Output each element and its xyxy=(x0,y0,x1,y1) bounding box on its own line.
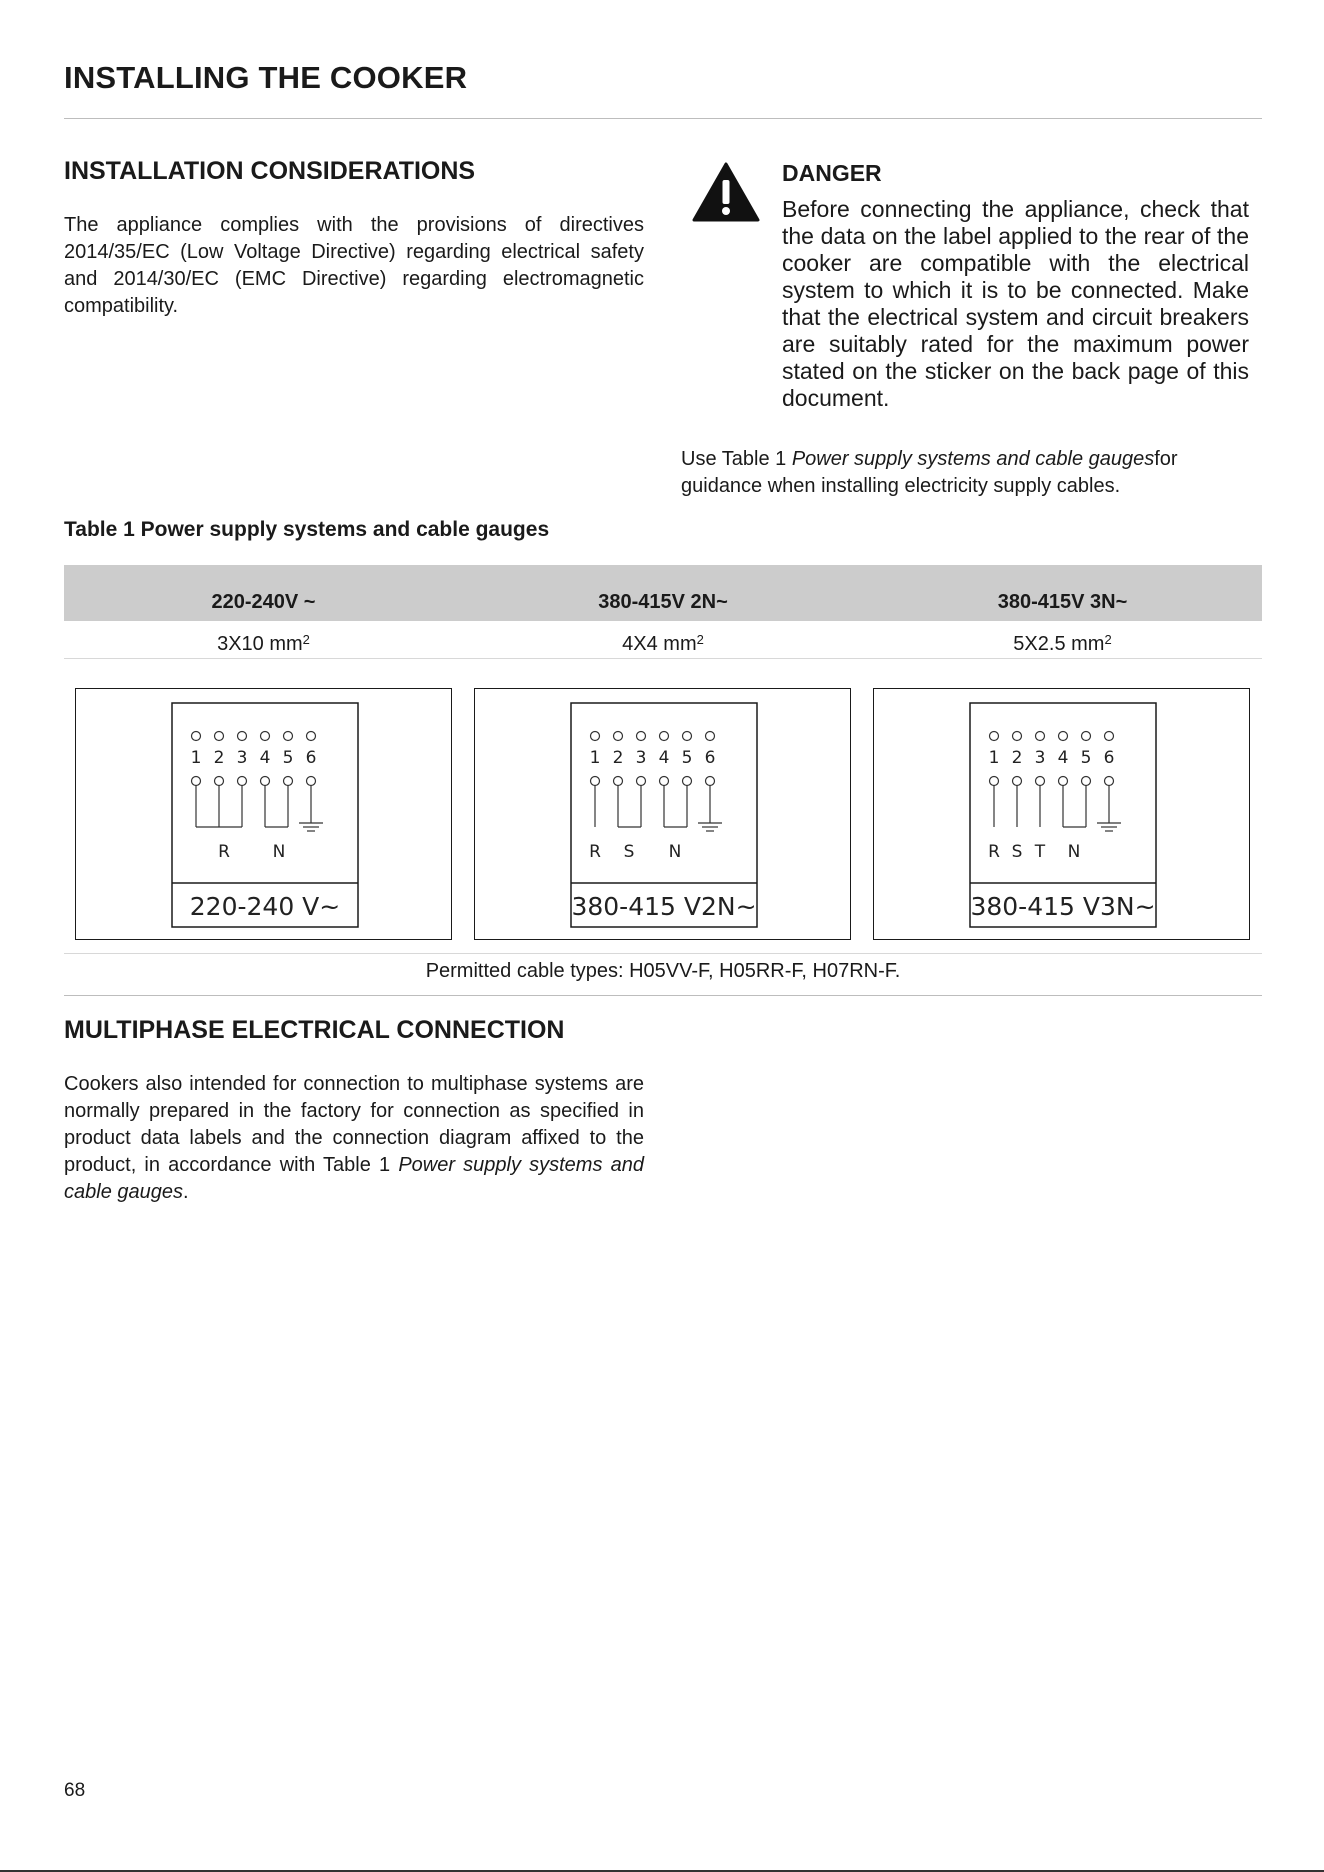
terminal-label: 6 xyxy=(704,748,716,768)
phase-label: N xyxy=(668,842,682,862)
table-header-row xyxy=(64,565,1262,621)
guidance-table-ref: Power supply systems and cable gauges xyxy=(791,448,1155,470)
gauge-cell: 4X4 $mm^2$ xyxy=(622,632,704,655)
phase-label: T xyxy=(1034,842,1046,862)
table-caption: Table 1 Power supply systems and cable gauges xyxy=(64,518,550,541)
diagram-voltage-label: 380-415 V2N~ xyxy=(571,892,757,921)
terminal-label: 5 xyxy=(681,748,693,768)
header-220-240v: 220-240V ~ xyxy=(211,591,316,613)
terminal-label: 2 xyxy=(1011,748,1023,768)
header-380-415v-3n: 380-415V 3N~ xyxy=(997,591,1128,613)
phase-label: S xyxy=(623,842,635,862)
terminal-label: 2 xyxy=(612,748,624,768)
guidance-suffix: for guidance when installing electricity supply cables. xyxy=(681,448,1178,497)
installation-heading: INSTALLATION CONSIDERATIONS xyxy=(64,157,476,185)
terminal-label: 4 xyxy=(658,748,670,768)
terminal-label: 6 xyxy=(305,748,317,768)
warning-triangle-icon xyxy=(692,162,760,222)
terminal-label: 5 xyxy=(1080,748,1092,768)
wiring-diagram-380-415v-2n xyxy=(474,688,851,940)
gauge-cell: 3X10 $mm^2$ xyxy=(217,632,310,655)
terminal-label: 4 xyxy=(1057,748,1069,768)
terminal-label: 1 xyxy=(190,748,202,768)
multiphase-body: Cookers also intended for connection to multiphase systems are normally prepared in the factory for connection as specified in product data labels and the connection diagram affixed to the product, in accordance with Table 1 xyxy=(64,1073,644,1176)
gauge-cell: 5X2.5 $mm^2$ xyxy=(1013,632,1112,655)
wiring-diagram-380-415v-3n xyxy=(873,688,1250,940)
page-title: INSTALLING THE COOKER xyxy=(64,60,468,95)
terminal-label: 5 xyxy=(282,748,294,768)
terminal-label: 1 xyxy=(589,748,601,768)
wiring-diagram-220-240v xyxy=(75,688,452,940)
phase-label: R xyxy=(218,842,230,862)
phase-label: N xyxy=(272,842,286,862)
multiphase-table-ref: Power supply systems and cable gauges xyxy=(64,1154,644,1203)
terminal-label: 1 xyxy=(988,748,1000,768)
installation-text: The appliance complies with the provisions of directives 2014/35/EC (Low Voltage Directive) regarding electrical safety and 2014/30/EC (EMC Directive) regarding electromagnetic compatibility. xyxy=(64,214,644,317)
diagram-voltage-label: 380-415 V3N~ xyxy=(970,892,1156,921)
phase-label: S xyxy=(1011,842,1023,862)
guidance-text xyxy=(681,446,1262,500)
multiphase-heading: MULTIPHASE ELECTRICAL CONNECTION xyxy=(64,1016,565,1044)
terminal-label: 4 xyxy=(259,748,271,768)
danger-text: Before connecting the appliance, check that the data on the label applied to the rear of the cooker are compatible with the electrical system to which it is to be connected. Make that the electrical system and circuit breakers are suitably rated for the maximum power stated on the sticker on the back page of this document. xyxy=(782,196,1249,411)
section-divider xyxy=(64,995,1262,996)
diagram-voltage-label: 220-240 V~ xyxy=(189,892,341,921)
phase-label: R xyxy=(988,842,1000,862)
danger-title: DANGER xyxy=(782,160,882,186)
phase-label: R xyxy=(589,842,601,862)
terminal-label: 2 xyxy=(213,748,225,768)
title-divider xyxy=(64,118,1262,119)
multiphase-text: Cookers also intended for connection to multiphase systems are normally prepared in the factory for connection as specified in product data labels and the connection diagram affixed to the product, in accordance with Table 1 Power supply systems and cable gauges. xyxy=(64,1073,644,1203)
table-divider xyxy=(64,953,1262,954)
table-gauge-row xyxy=(64,622,1262,659)
guidance-prefix: Use Table 1 xyxy=(681,448,792,470)
phase-label: N xyxy=(1067,842,1081,862)
terminal-label: 3 xyxy=(1034,748,1046,768)
terminal-label: 3 xyxy=(236,748,248,768)
permitted-cable-types: Permitted cable types: H05VV-F, H05RR-F, H07RN-F. xyxy=(425,960,901,982)
page-number: 68 xyxy=(64,1780,86,1801)
terminal-label: 6 xyxy=(1103,748,1115,768)
terminal-label: 3 xyxy=(635,748,647,768)
header-380-415v-2n: 380-415V 2N~ xyxy=(598,591,728,613)
